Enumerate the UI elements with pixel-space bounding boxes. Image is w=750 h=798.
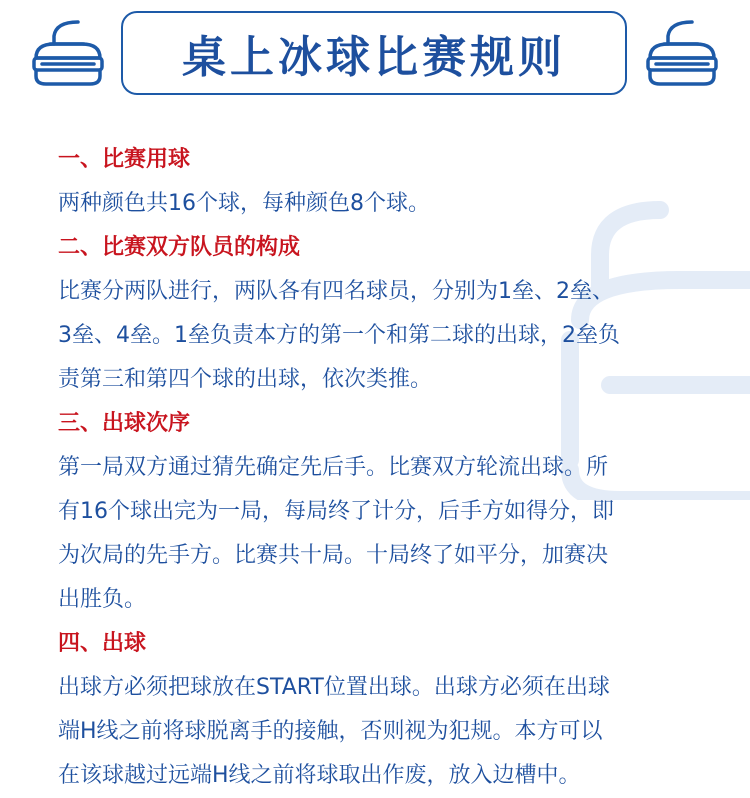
body-line: 有16个球出完为一局，每局终了计分，后手方如得分，即 xyxy=(58,499,614,524)
section-body xyxy=(58,666,708,798)
body-line: 出球方必须把球放在START位置出球。出球方必须在出球 xyxy=(58,675,610,700)
body-line: 出胜负。 xyxy=(58,587,147,612)
section-heading: 三、出球次序 xyxy=(58,411,191,436)
title-banner xyxy=(121,11,627,95)
body-line: 端H线之前将球脱离手的接触，否则视为犯规。本方可以 xyxy=(58,719,603,744)
section-heading: 二、比赛双方队员的构成 xyxy=(58,235,301,260)
section-body xyxy=(58,446,708,622)
section-heading: 一、比赛用球 xyxy=(58,147,191,172)
body-line: 为次局的先手方。比赛共十局。十局终了如平分，加赛决 xyxy=(58,543,609,568)
rules-content xyxy=(58,138,708,798)
curling-stone-icon xyxy=(644,14,720,90)
section-body xyxy=(58,270,708,402)
body-line: 在该球越过远端H线之前将球取出作废，放入边槽中。 xyxy=(58,763,581,788)
section-body xyxy=(58,182,708,226)
curling-stone-icon xyxy=(30,14,106,90)
body-line: 3垒、4垒。1垒负责本方的第一个和第二球的出球，2垒负 xyxy=(58,323,620,348)
body-line: 两种颜色共16个球，每种颜色8个球。 xyxy=(58,191,430,216)
body-line: 责第三和第四个球的出球，依次类推。 xyxy=(58,367,433,392)
page-title: 桌上冰球比赛规则 xyxy=(182,32,566,83)
section-heading: 四、出球 xyxy=(58,631,147,656)
body-line: 比赛分两队进行，两队各有四名球员，分别为1垒、2垒、 xyxy=(58,279,614,304)
body-line: 第一局双方通过猜先确定先后手。比赛双方轮流出球。所 xyxy=(58,455,609,480)
